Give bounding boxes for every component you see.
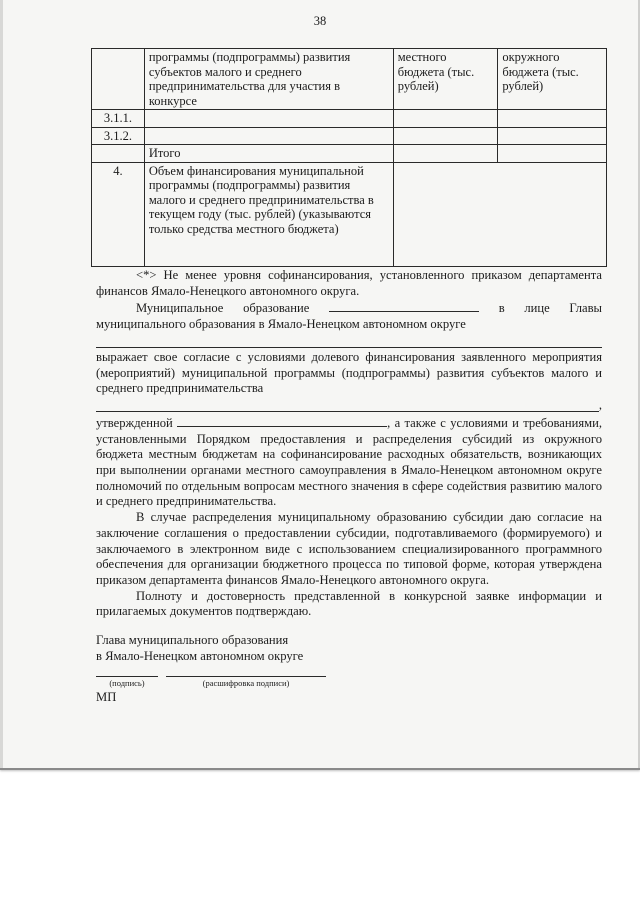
footnote: <*> Не менее уровня софинансирования, установленного приказом департамента финансов Ямало-Ненецкого автономного округа.	[96, 268, 602, 298]
table-cell-num: 3.1.2.	[92, 127, 145, 145]
table-row	[92, 145, 607, 163]
table-cell-name: программы (подпрограммы) развития субъектов малого и среднего предпринимательства для участия в конкурсе	[144, 49, 393, 110]
table-cell-local: местного бюджета (тыс. рублей)	[393, 49, 498, 110]
table-cell-num	[92, 49, 145, 110]
table-cell-local	[393, 110, 498, 128]
table-row	[92, 127, 607, 145]
declaration-text	[96, 268, 602, 620]
program-name-line	[96, 397, 602, 414]
table-cell-local	[393, 145, 498, 163]
paragraph-approved	[96, 414, 602, 510]
table-cell-district: окружного бюджета (тыс. рублей)	[498, 49, 607, 110]
table-cell-num: 4.	[92, 162, 145, 266]
program-name-blank	[96, 397, 599, 412]
scan-edge-left	[0, 0, 3, 768]
table-cell-name: Объем финансирования муниципальной программы (подпрограммы) развития малого и среднего предпринимательства в текущем году (тыс. рублей) (указываются только средства местного бюджета)	[144, 162, 393, 266]
table-row	[92, 162, 607, 266]
table-cell-district	[498, 145, 607, 163]
signature-title-line1: Глава муниципального образования	[96, 633, 289, 647]
approved-label: утвержденной	[96, 415, 173, 430]
signature-decode-line	[166, 676, 326, 688]
paragraph-confirmation: Полноту и достоверность представленной в конкурсной заявке информации и прилагаемых документов подтверждаю.	[96, 588, 602, 619]
paragraph-consent	[96, 350, 602, 397]
stamp-place: МП	[96, 690, 117, 704]
table-cell-local	[393, 162, 606, 266]
paragraph-subsidy-agreement: В случае распределения муниципальному образованию субсидии даю согласие на заключение соглашения о предоставлении субсидии, подготавливаемого (формируемого) и заключаемого в электронном виде с использованием специализированного программного обеспечения для организации бюджетного процесса по типовой форме, которая утверждена приказом департамента финансов Ямало-Ненецкого автономного округа.	[96, 510, 602, 587]
table-cell-district	[498, 127, 607, 145]
signature-decode-caption: (расшифровка подписи)	[202, 678, 290, 688]
table-cell-name	[144, 110, 393, 128]
financing-table	[91, 48, 607, 267]
table-row	[92, 110, 607, 128]
approved-by-blank	[177, 414, 387, 427]
table-row	[92, 49, 607, 110]
consent-text: выражает свое согласие с условиями долевого финансирования заявленного мероприятия (мероприятий) муниципальной программы (подпрограммы) развития субъектов малого и среднего предпринимательства	[96, 349, 602, 396]
table-cell-district	[498, 110, 607, 128]
signature-line	[96, 676, 158, 688]
table-cell-name	[144, 127, 393, 145]
municipality-head-text: в лице Главы муниципального образования в Ямало-Ненецком автономном округе	[96, 301, 603, 332]
table-cell-name: Итого	[144, 145, 393, 163]
signature-caption: (подпись)	[109, 678, 145, 688]
program-name-comma: ,	[598, 398, 602, 413]
approved-conditions-text: , а также с условиями и требованиями, установленными Порядком предоставления и распределения субсидий из окружного бюджета местным бюджетам на софинансирование расходных обязательств, возникающих при выполнении органами местного самоуправления в Ямало-Ненецком автономном округе полномочий по отдельным вопросам местного значения в сфере содействия развитию малого и среднего предпринимательства.	[96, 415, 602, 509]
signature-title-line2: в Ямало-Ненецком автономном округе	[96, 649, 304, 663]
municipality-label: Муниципальное образование	[136, 301, 310, 316]
table-cell-local	[393, 127, 498, 145]
table-cell-num	[92, 145, 145, 163]
page-number: 38	[313, 14, 327, 28]
paragraph-municipality	[96, 299, 602, 332]
signature-title	[96, 632, 303, 664]
municipality-name-blank	[329, 299, 479, 312]
table-cell-num: 3.1.1.	[92, 110, 145, 128]
head-name-blank	[96, 333, 602, 348]
